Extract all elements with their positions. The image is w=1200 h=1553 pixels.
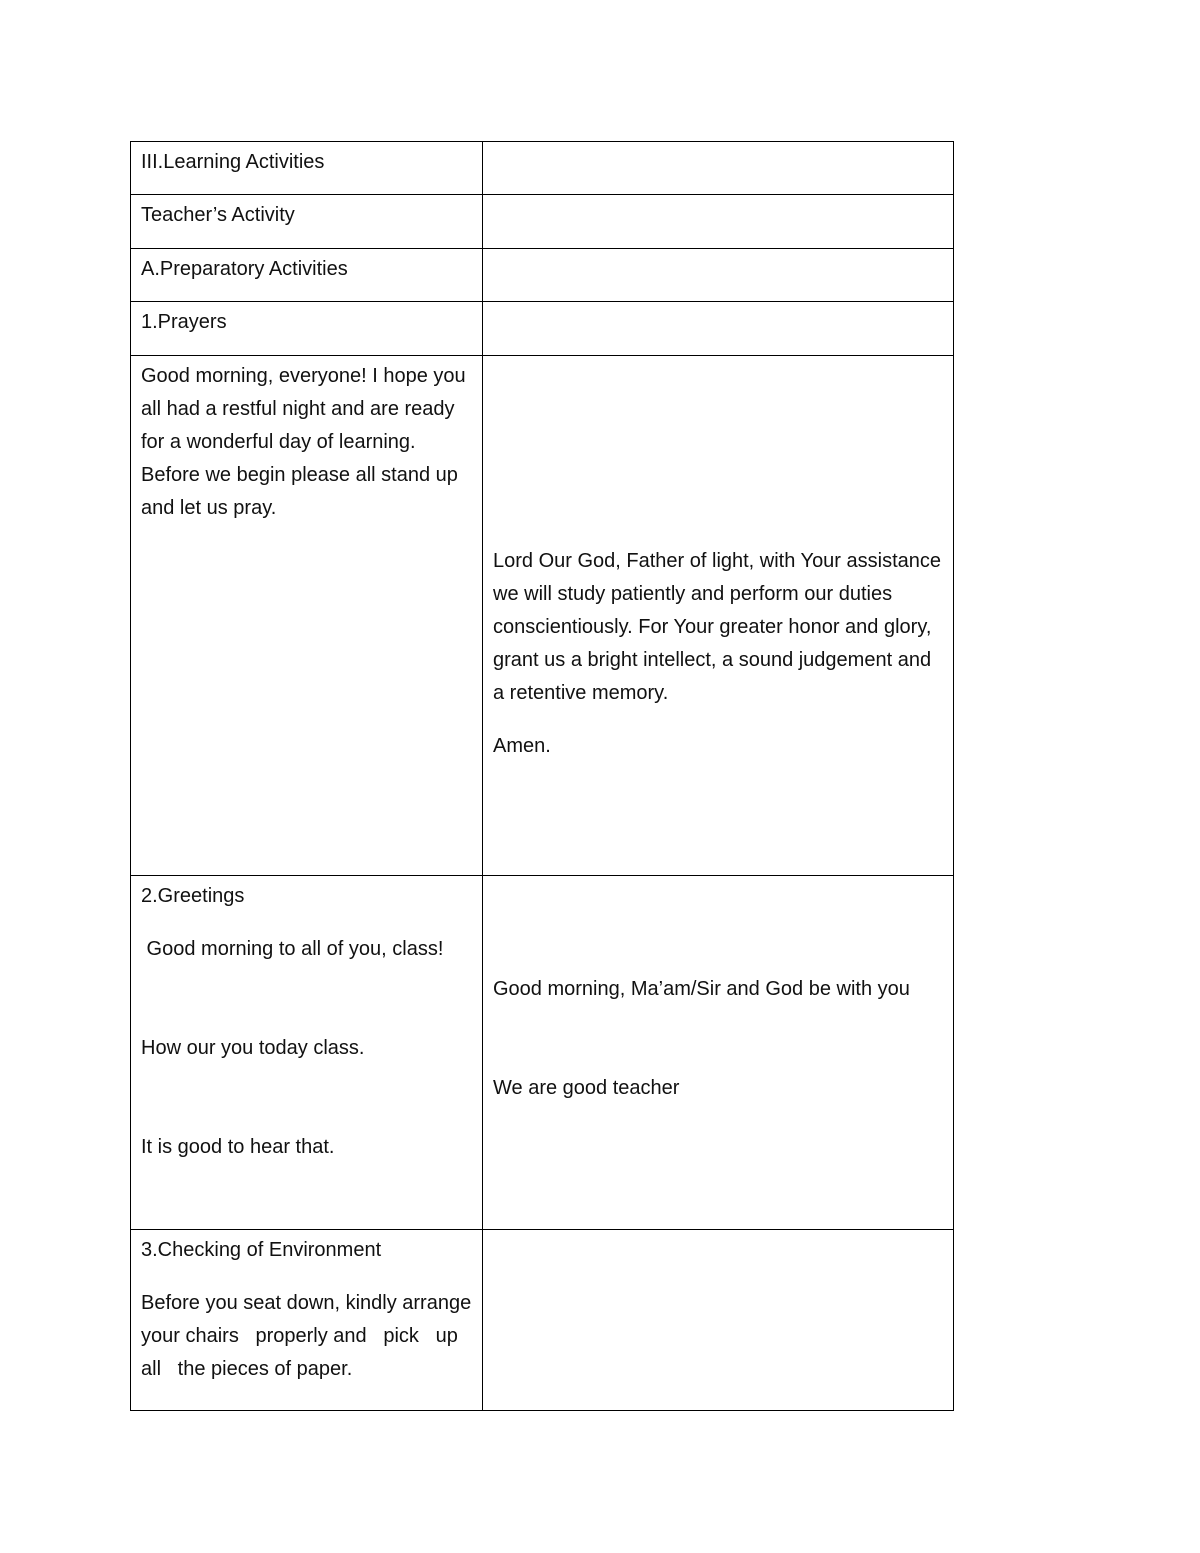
- table-row: [131, 1230, 954, 1411]
- table-row: [131, 142, 954, 195]
- empty-cell: [483, 302, 954, 356]
- teacher-prayer-text: Good morning, everyone! I hope you all had a restful night and are ready for a wonderful day of learning. Before we begin please all stand up and let us pray.: [141, 365, 466, 519]
- student-greeting-line: Good morning, Ma’am/Sir and God be with you: [493, 978, 910, 1000]
- item-heading: 1.Prayers: [141, 311, 227, 333]
- environment-text: Before you seat down, kindly arrange your chairs properly and pick up all the pieces of paper.: [141, 1292, 477, 1380]
- student-prayer-text: Lord Our God, Father of light, with Your assistance we will study patiently and perform our duties conscientiously. For Your greater honor and glory, grant us a bright intellect, a sound judgement and a retentive memory.: [493, 550, 942, 704]
- amen-text: Amen.: [493, 735, 551, 757]
- teacher-greeting-line: Good morning to all of you, class!: [141, 938, 444, 960]
- empty-cell: [483, 1230, 954, 1411]
- teachers-activity-cell: [131, 195, 483, 249]
- section-heading: III.Learning Activities: [141, 151, 325, 173]
- teacher-greeting-line: It is good to hear that.: [141, 1136, 335, 1158]
- table-row: [131, 356, 954, 876]
- teacher-greetings-cell: [131, 876, 483, 1230]
- student-greetings-cell: [483, 876, 954, 1230]
- item-heading: 3.Checking of Environment: [141, 1239, 382, 1261]
- subsection-heading: A.Preparatory Activities: [141, 258, 348, 280]
- item-heading: 2.Greetings: [141, 885, 245, 907]
- empty-cell: [483, 195, 954, 249]
- teacher-prayer-cell: [131, 356, 483, 876]
- table-row: [131, 876, 954, 1230]
- student-prayer-cell: [483, 356, 954, 876]
- learning-activities-cell: [131, 142, 483, 195]
- student-greeting-line: We are good teacher: [493, 1077, 680, 1099]
- environment-cell: [131, 1230, 483, 1411]
- table-row: [131, 195, 954, 249]
- lesson-plan-table: [130, 141, 954, 1411]
- preparatory-cell: [131, 249, 483, 302]
- teacher-greeting-line: How our you today class.: [141, 1037, 365, 1059]
- empty-cell: [483, 249, 954, 302]
- prayers-heading-cell: [131, 302, 483, 356]
- table-row: [131, 249, 954, 302]
- empty-cell: [483, 142, 954, 195]
- column-heading: Teacher’s Activity: [141, 204, 295, 226]
- table-row: [131, 302, 954, 356]
